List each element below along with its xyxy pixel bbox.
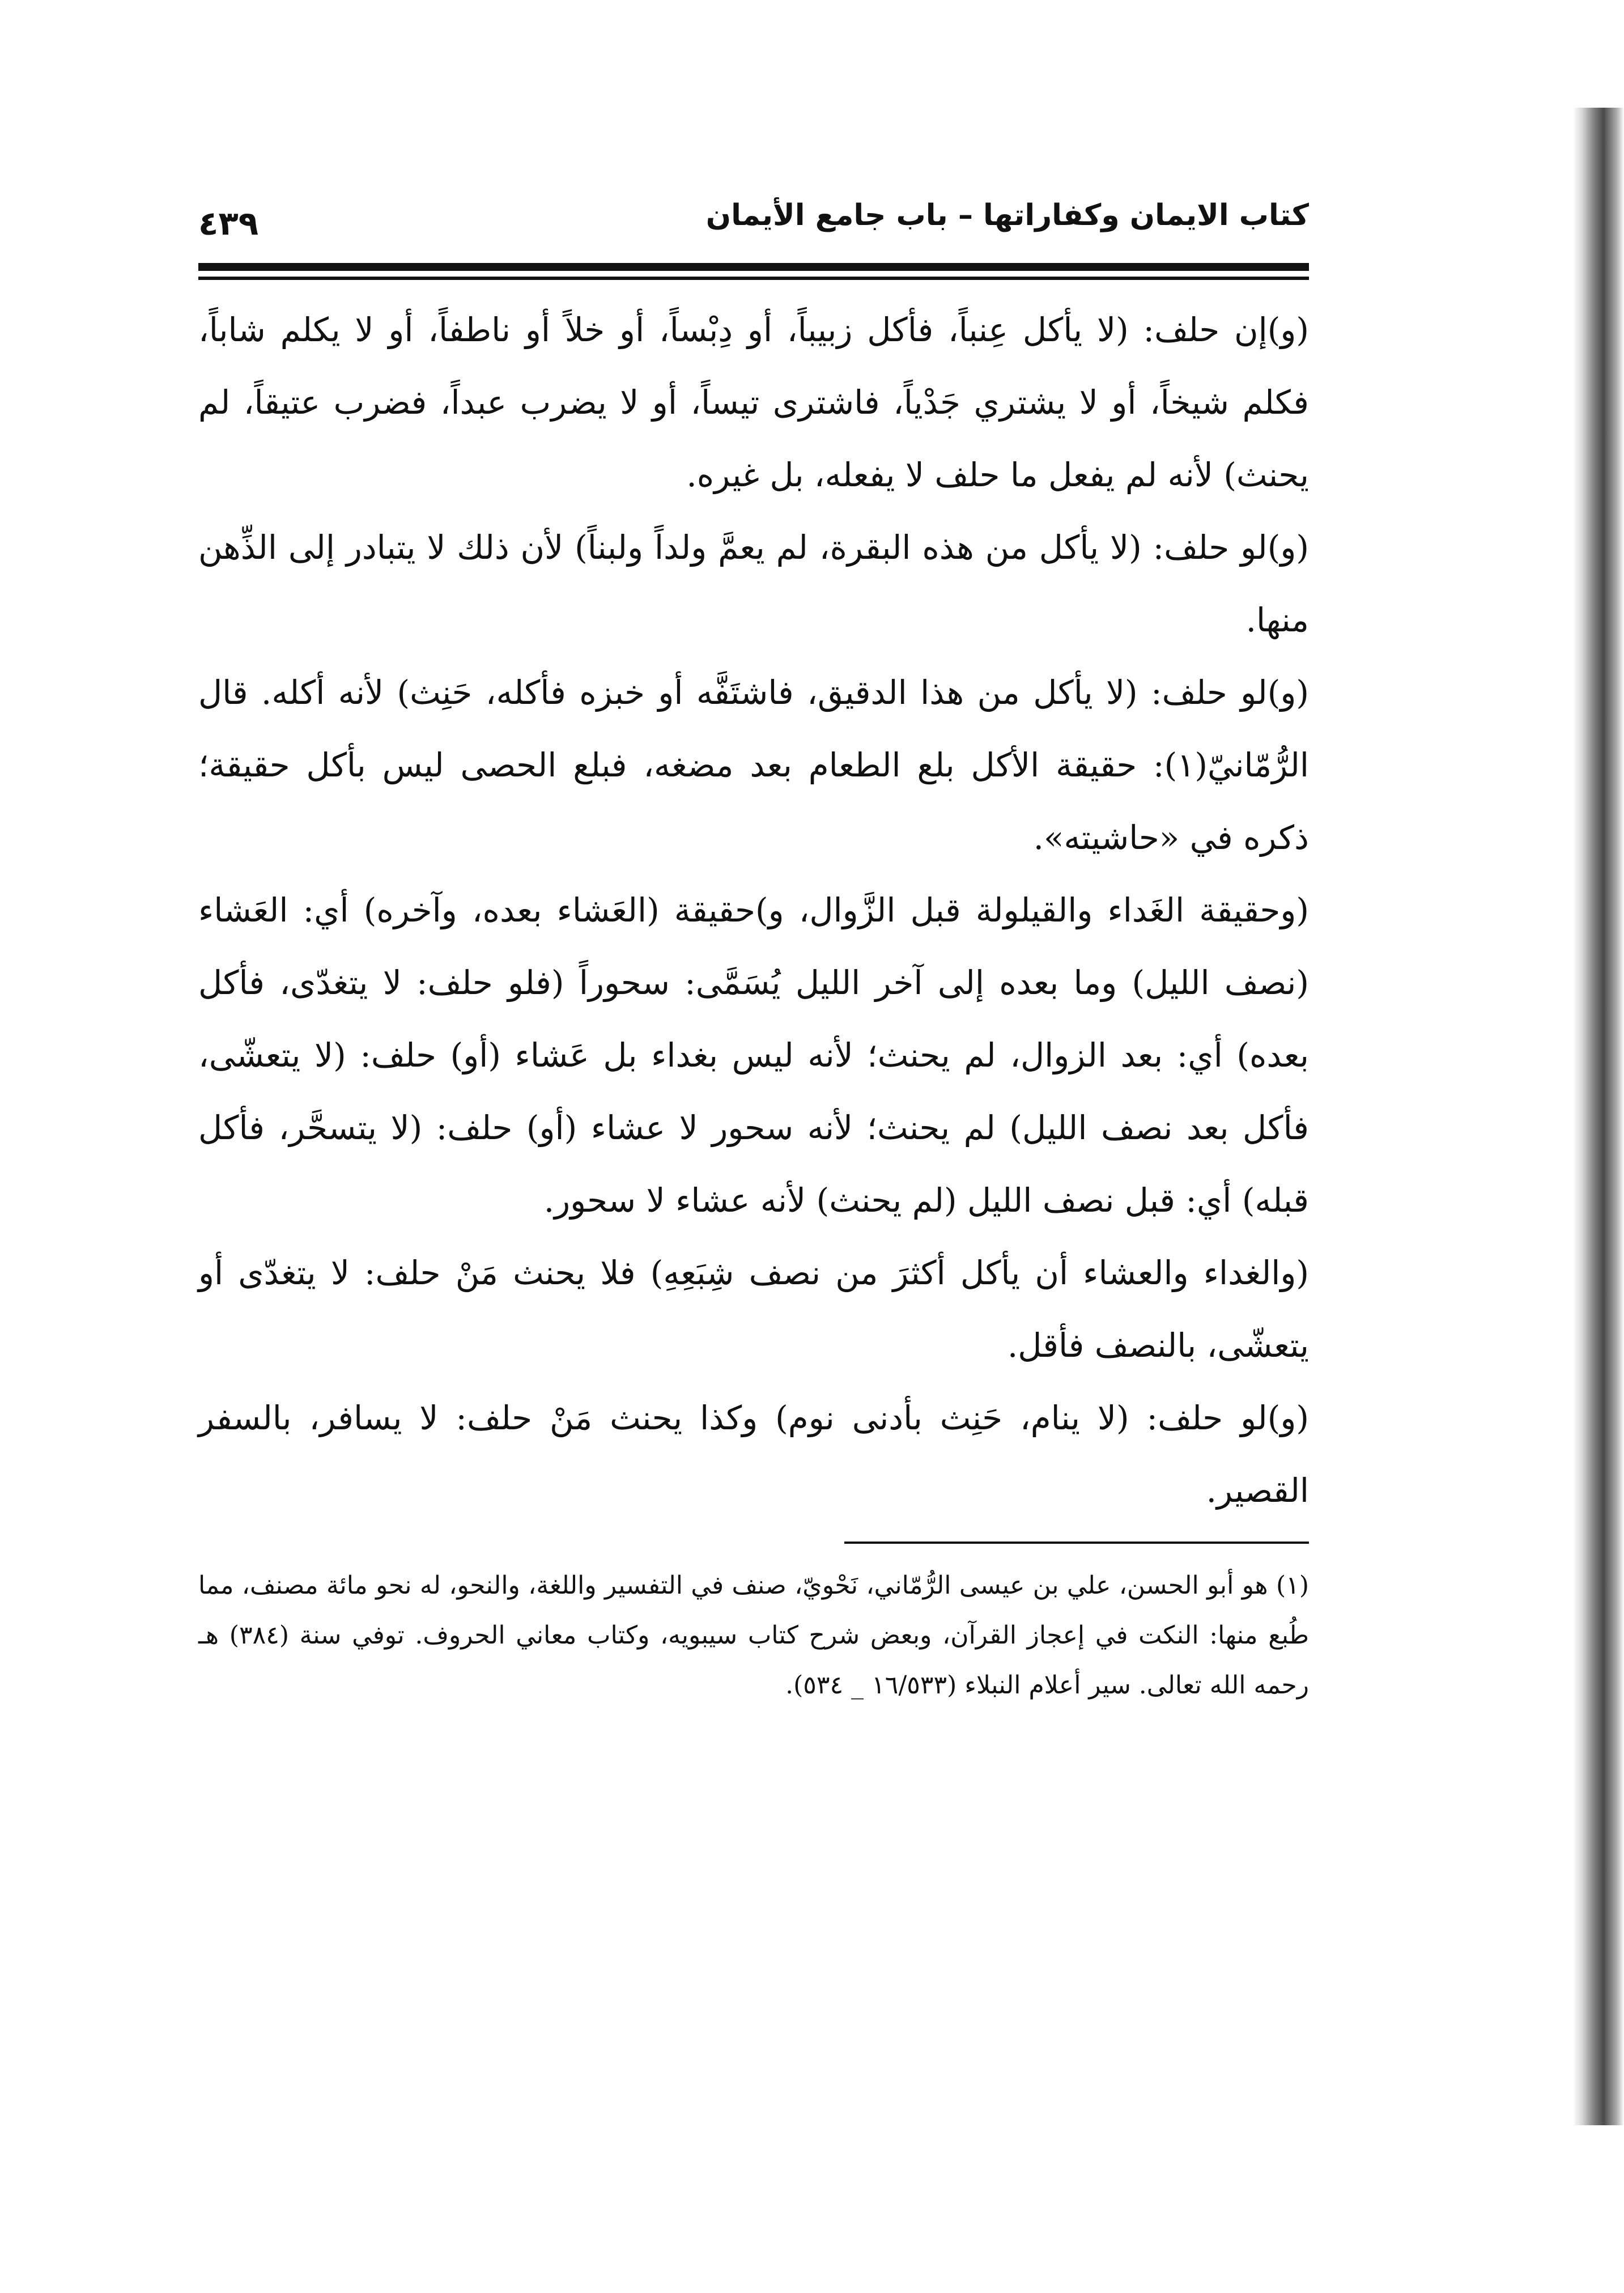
footnote-1: (١) هو أبو الحسن، علي بن عيسى الرُّمّاني، نَحْويّ، صنف في التفسير واللغة، والنحو، له نحو مائة مصنف، مما طُبع منها: النكت في إعجاز القرآن، وبعض شرح كتاب سيبويه، وكتاب معاني الحروف. توفي سنة (٣٨٤) هـ رحمه الله تعالى. سير أعلام النبلاء (١٦/٥٣٣ _ ٥٣٤). <box>198 1571 1309 1700</box>
main-text <box>198 294 1309 1527</box>
book-page <box>198 187 1309 1710</box>
paragraph-6: (و)لو حلف: (لا ينام، حَنِث بأدنى نوم) وكذا يحنث مَنْ حلف: لا يسافر، بالسفر القصير. <box>198 1399 1309 1510</box>
paragraph-1: (و)إن حلف: (لا يأكل عِنباً، فأكل زبيباً، أو دِبْساً، أو خلاً أو ناطفاً، أو لا يكلم شاباً، فكلم شيخاً، أو لا يشتري جَدْياً، فاشترى تيساً، أو لا يضرب عبداً، فضرب عتيقاً، لم يحنث) لأنه لم يفعل ما حلف لا يفعله، بل غيره. <box>198 311 1309 494</box>
page-edge-shadow <box>1573 108 1624 2125</box>
paragraph-3: (و)لو حلف: (لا يأكل من هذا الدقيق، فاشتَفَّه أو خبزه فأكله، حَنِث) لأنه أكله. قال الرُّمّانيّ(١): حقيقة الأكل بلع الطعام بعد مضغه، فبلع الحصى ليس بأكل حقيقة؛ ذكره في «حاشيته». <box>198 673 1309 857</box>
running-title: كتاب الايمان وكفاراتها – باب جامع الأيمان <box>705 198 1309 232</box>
header-rule-thin <box>198 277 1309 280</box>
page-header <box>198 187 1309 261</box>
paragraph-4: (وحقيقة الغَداء والقيلولة قبل الزَّوال، و)حقيقة (العَشاء بعده، وآخره) أي: العَشاء (نصف الليل) وما بعده إلى آخر الليل يُسَمَّى: سحوراً (فلو حلف: لا يتغدّى، فأكل بعده) أي: بعد الزوال، لم يحنث؛ لأنه ليس بغداء بل عَشاء (أو) حلف: (لا يتعشّى، فأكل بعد نصف الليل) لم يحنث؛ لأنه سحور لا عشاء (أو) حلف: (لا يتسحَّر، فأكل قبله) أي: قبل نصف الليل (لم يحنث) لأنه عشاء لا سحور. <box>198 891 1310 1220</box>
page-number: ٤٣٩ <box>198 204 259 243</box>
header-rule-thick <box>198 263 1309 271</box>
paragraph-5: (والغداء والعشاء أن يأكل أكثرَ من نصف شِبَعِهِ) فلا يحنث مَنْ حلف: لا يتغدّى أو يتعشّى، بالنصف فأقل. <box>198 1254 1309 1365</box>
footnote-divider <box>844 1542 1309 1544</box>
paragraph-2: (و)لو حلف: (لا يأكل من هذه البقرة، لم يعمَّ ولداً ولبناً) لأن ذلك لا يتبادر إلى الذِّهن منها. <box>198 528 1309 639</box>
